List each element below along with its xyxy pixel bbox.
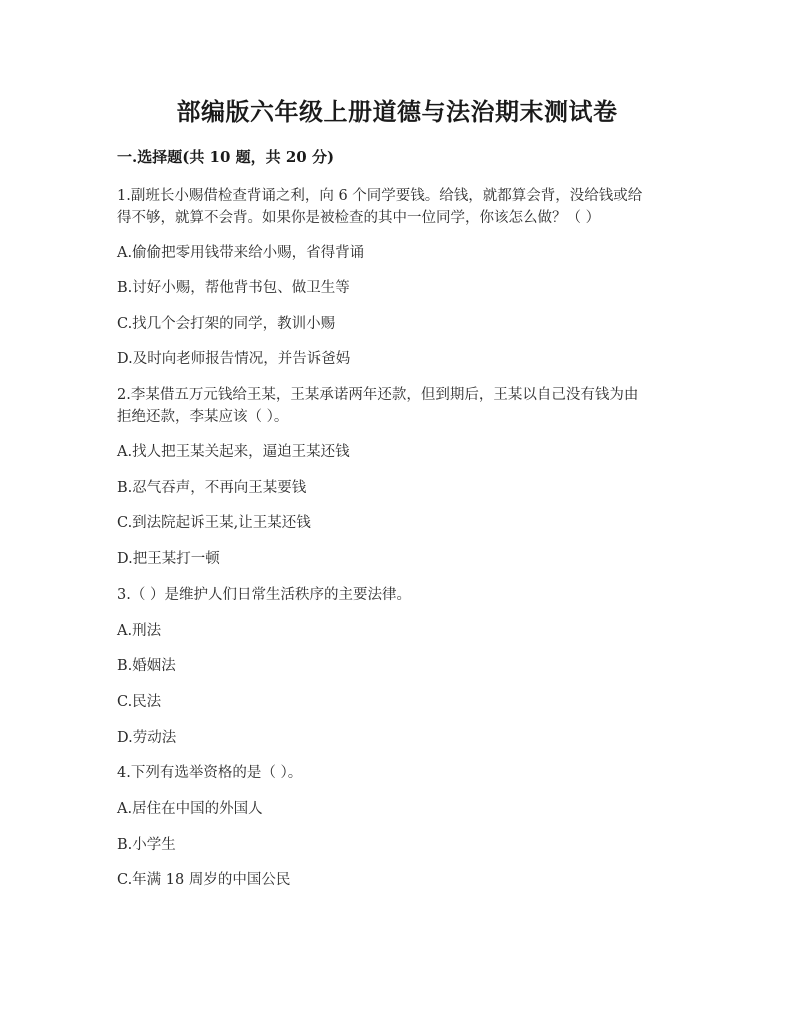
question-2-option-b: B.忍气吞声，不再向王某要钱	[117, 480, 307, 496]
question-3-option-c: C.民法	[117, 694, 162, 710]
question-1-option-b: B.讨好小赐，帮他背书包、做卫生等	[117, 280, 350, 296]
question-3-stem: 3.（ ）是维护人们日常生活秩序的主要法律。	[117, 587, 411, 603]
question-4-option-c: C.年满 18 周岁的中国公民	[117, 872, 291, 888]
question-1-stem-line-2: 得不够，就算不会背。如果你是被检查的其中一位同学，你该怎么做？（ ）	[117, 210, 601, 226]
section-heading: 一.选择题(共 10 题，共 20 分)	[117, 148, 335, 166]
question-3-option-b: B.婚姻法	[117, 658, 176, 674]
question-2-option-d: D.把王某打一顿	[117, 551, 220, 567]
question-3-option-a: A.刑法	[117, 623, 162, 639]
question-1-option-c: C.找几个会打架的同学，教训小赐	[117, 316, 336, 332]
question-4-option-a: A.居住在中国的外国人	[117, 801, 263, 817]
question-1-option-d: D.及时向老师报告情况，并告诉爸妈	[117, 351, 351, 367]
question-1-option-a: A.偷偷把零用钱带来给小赐，省得背诵	[117, 245, 365, 261]
page-title: 部编版六年级上册道德与法治期末测试卷	[176, 97, 618, 126]
question-1-stem-line-1: 1.副班长小赐借检查背诵之利，向 6 个同学要钱。给钱，就都算会背，没给钱或给	[117, 188, 643, 204]
question-4-option-b: B.小学生	[117, 837, 176, 853]
question-2-option-a: A.找人把王某关起来，逼迫王某还钱	[117, 444, 350, 460]
question-2-stem-line-2: 拒绝还款，李某应该（ ）。	[117, 409, 289, 425]
question-3-option-d: D.劳动法	[117, 730, 177, 746]
question-2-stem-line-1: 2.李某借五万元钱给王某，王某承诺两年还款，但到期后，王某以自己没有钱为由	[117, 387, 639, 403]
question-4-stem: 4.下列有选举资格的是（ ）。	[117, 765, 303, 781]
question-2-option-c: C.到法院起诉王某,让王某还钱	[117, 515, 311, 531]
